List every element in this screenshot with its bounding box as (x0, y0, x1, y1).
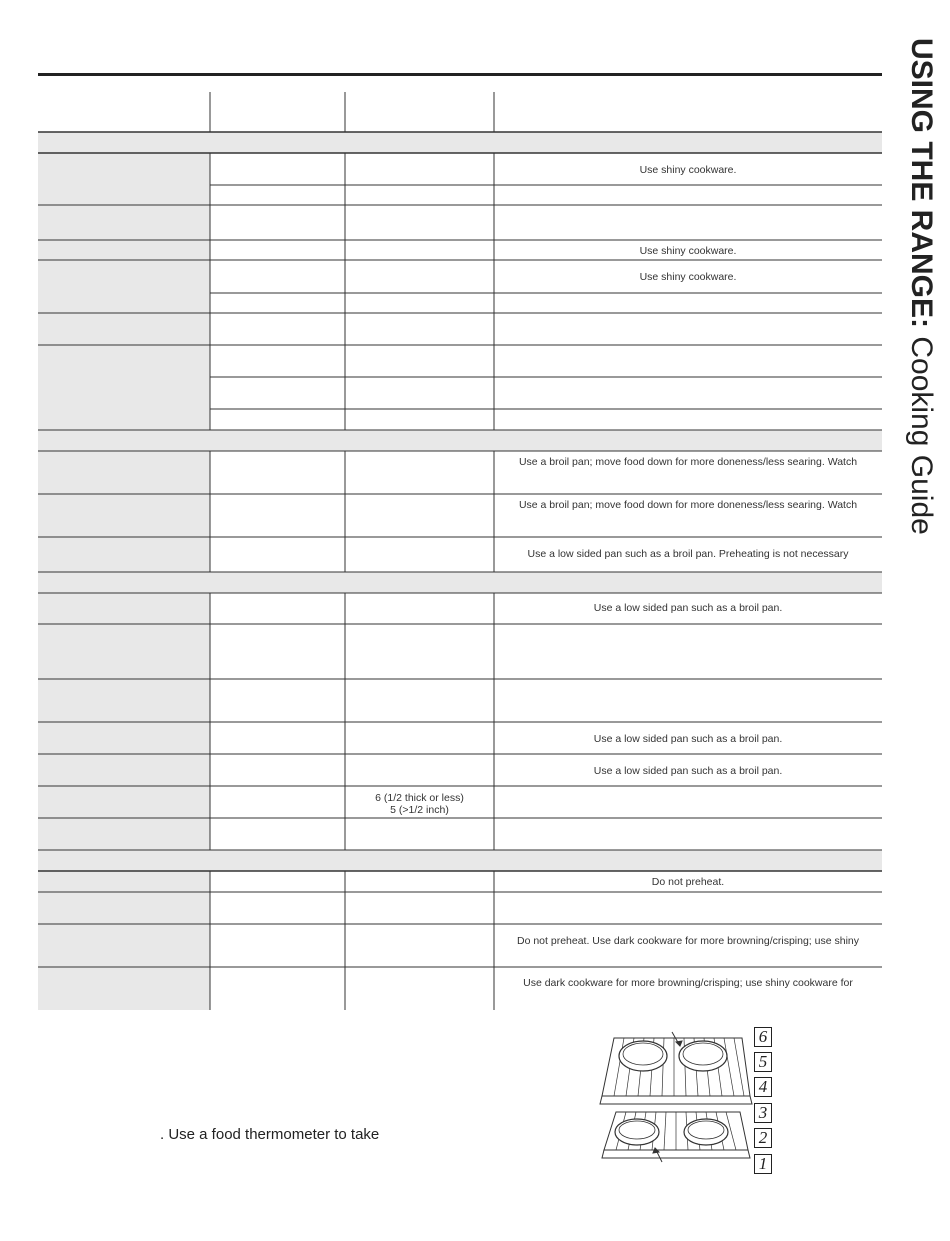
oven-rack-diagram (596, 1030, 756, 1180)
section-title-light: Cooking Guide (905, 328, 938, 535)
note-cell: Do not preheat. Use dark cookware for more browning/crisping; use shiny (517, 935, 859, 947)
rack-number-4: 4 (754, 1077, 772, 1097)
note-cell: Use a low sided pan such as a broil pan. (593, 602, 783, 614)
note-cell: Use a broil pan; move food down for more doneness/less searing. Watch (518, 499, 858, 511)
note-cell: Use shiny cookware. (639, 245, 737, 257)
note-cell: Use dark cookware for more browning/crisping; use shiny cookware for (523, 977, 853, 989)
rack-number-5: 5 (754, 1052, 772, 1072)
lower-rack-front (602, 1150, 750, 1158)
note-cell: Use shiny cookware. (639, 164, 737, 176)
rack-number-3: 3 (754, 1103, 772, 1123)
footnote: . Use a food thermometer to take (160, 1126, 380, 1143)
rack-position-line1: 6 (1/2 thick or less) (375, 792, 464, 804)
section-title-bold: USING THE RANGE: (905, 38, 938, 329)
lower-left-pan (615, 1119, 659, 1145)
note-cell: Use a low sided pan such as a broil pan. (593, 733, 783, 745)
note-cell: Use a low sided pan such as a broil pan. (593, 765, 783, 777)
upper-rack-front (600, 1096, 752, 1104)
rack-position-line2: 5 (>1/2 inch) (390, 804, 449, 816)
rack-number-1: 1 (754, 1154, 772, 1174)
rack-number-6: 6 (754, 1027, 772, 1047)
note-cell: Use a low sided pan such as a broil pan. Preheating is not necessary (527, 548, 849, 560)
upper-right-pan (679, 1041, 727, 1071)
rack-position-cell (345, 792, 494, 816)
section-title (906, 38, 936, 535)
note-cell: Use a broil pan; move food down for more doneness/less searing. Watch (518, 456, 858, 468)
note-cell: Use shiny cookware. (639, 271, 737, 283)
upper-left-pan (619, 1041, 667, 1071)
rack-number-2: 2 (754, 1128, 772, 1148)
note-cell: Do not preheat. (651, 876, 725, 888)
lower-right-pan (684, 1119, 728, 1145)
